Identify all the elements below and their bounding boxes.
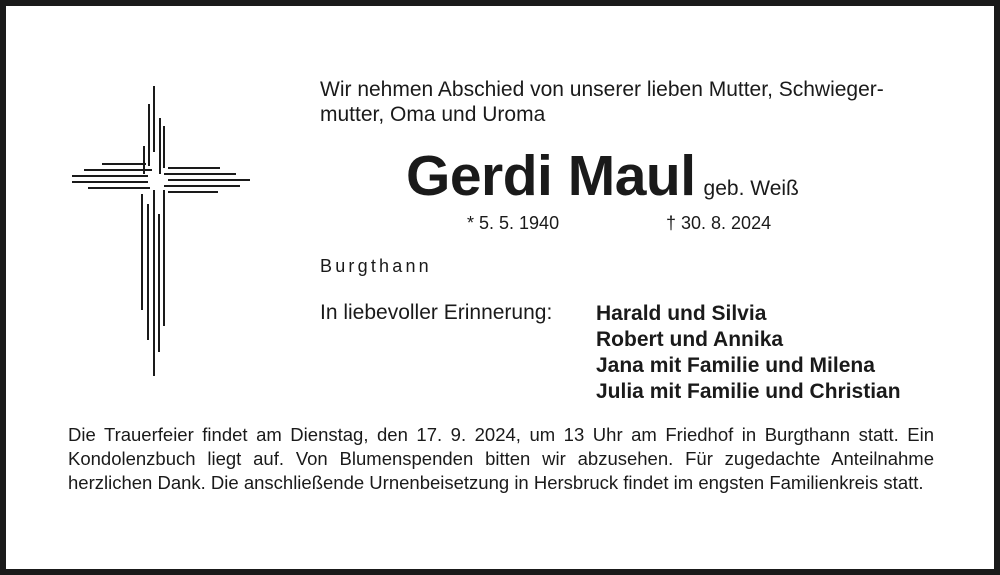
family-list — [596, 301, 901, 405]
funeral-notice: Die Trauerfeier findet am Dienstag, den 17. 9. 2024, um 13 Uhr am Friedhof in Burgthann statt. Ein Kondolenzbuch liegt auf. Von Blumenspenden bitten wir abzusehen. Für zugedachte Anteilnahme herzlichen Dank. Die anschließende Urnenbeisetzung in Hersbruck findet im engsten Familienkreis statt. — [68, 424, 934, 493]
farewell-intro: Wir nehmen Abschied von unserer lieben Mutter, Schwieger-mutter, Oma und Uroma — [320, 78, 884, 126]
family-member: Julia mit Familie und Christian — [596, 380, 901, 403]
family-member: Jana mit Familie und Milena — [596, 354, 875, 377]
memory-label: In liebevoller Erinnerung: — [320, 301, 553, 324]
maiden-name: geb. Weiß — [703, 177, 799, 200]
place-of-residence: Burgthann — [320, 256, 432, 276]
family-member: Robert und Annika — [596, 328, 784, 351]
death-date: † 30. 8. 2024 — [666, 213, 772, 233]
deceased-name: Gerdi Maul — [406, 144, 696, 208]
deceased-name-row — [406, 142, 799, 210]
family-member: Harald und Silvia — [596, 302, 767, 325]
birth-date: * 5. 5. 1940 — [467, 213, 560, 233]
cross-icon — [68, 82, 254, 380]
